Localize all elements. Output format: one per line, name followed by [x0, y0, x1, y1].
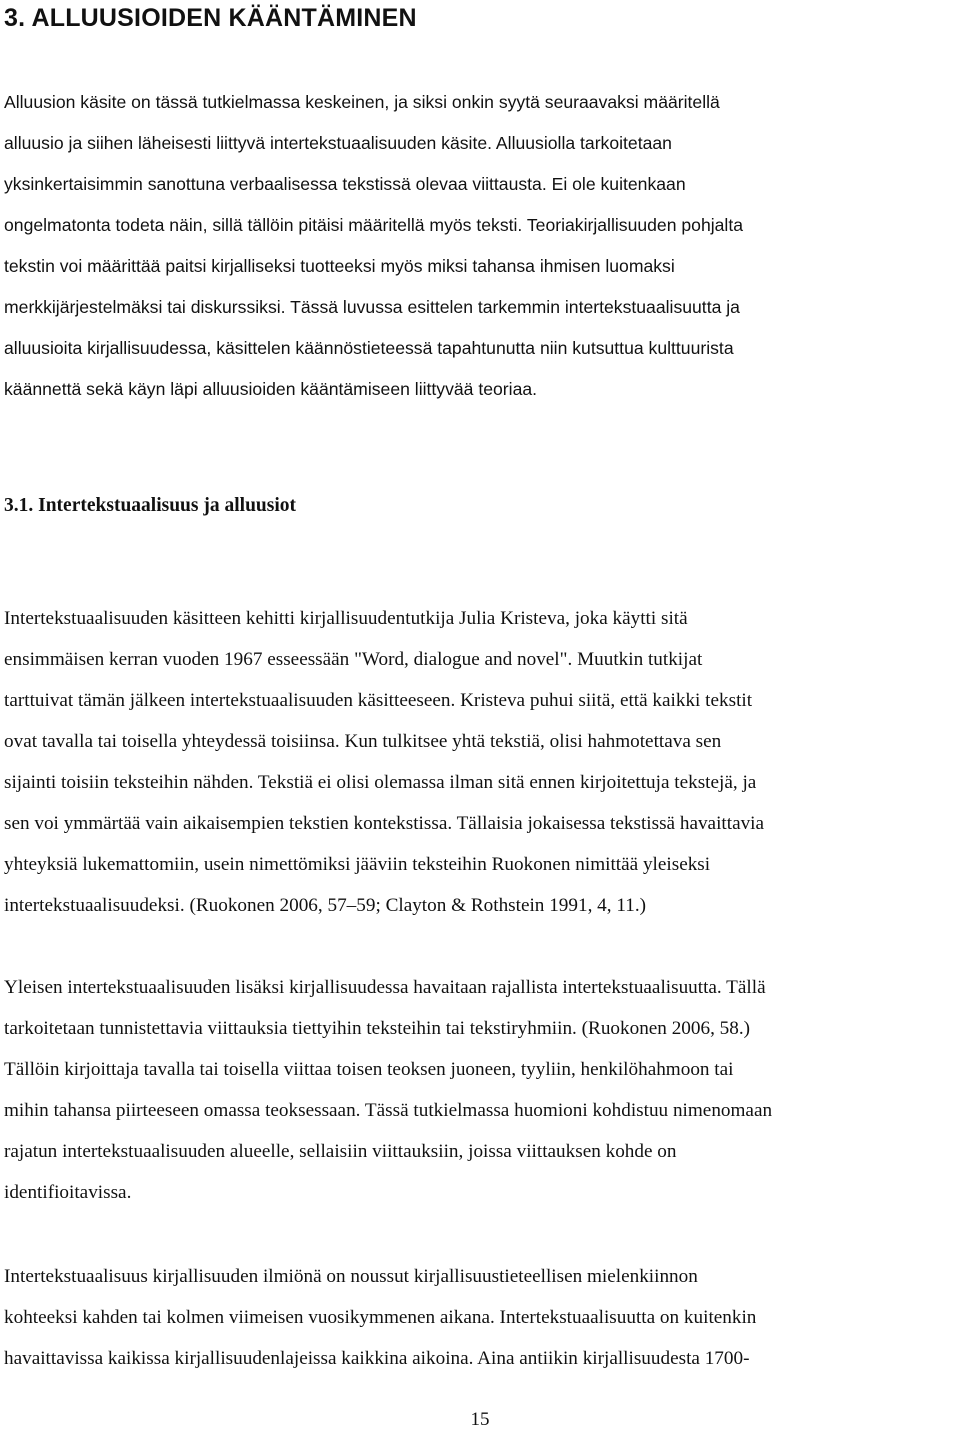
intro-line: ongelmatonta todeta näin, sillä tällöin pitäisi määritellä myös teksti. Teoriakirjallisuuden pohjalta [4, 215, 744, 235]
body-line: tarkoitetaan tunnistettavia viittauksia tiettyihin teksteihin tai tekstiryhmiin. (Ruokonen 2006, 58.) [4, 1018, 751, 1039]
body-line: Intertekstuaalisuuden käsitteen kehitti kirjallisuudentutkija Julia Kristeva, joka käytti sitä [4, 608, 688, 629]
body-paragraph-3 [4, 1256, 956, 1379]
intro-line: tekstin voi määrittää paitsi kirjalliseksi tuotteeksi myös miksi tahansa ihmisen luomaksi [4, 256, 675, 276]
body-line: ovat tavalla tai toisella yhteydessä toisiinsa. Kun tulkitsee yhtä tekstiä, olisi hahmotettava sen [4, 731, 722, 752]
body-line: intertekstuaalisuudeksi. (Ruokonen 2006, 57–59; Clayton & Rothstein 1991, 4, 11.) [4, 895, 647, 916]
intro-line: Alluusion käsite on tässä tutkielmassa keskeinen, ja siksi onkin syytä seuraavaksi määritellä [4, 92, 720, 112]
body-paragraph-2 [4, 967, 956, 1213]
body-line: tarttuivat tämän jälkeen intertekstuaalisuuden käsitteeseen. Kristeva puhui siitä, että kaikki tekstit [4, 690, 753, 711]
chapter-title: 3. ALLUUSIOIDEN KÄÄNTÄMINEN [4, 4, 417, 32]
intro-line: yksinkertaisimmin sanottuna verbaalisessa tekstissä olevaa viittausta. Ei ole kuitenkaan [4, 174, 686, 194]
body-line: sijainti toisiin teksteihin nähden. Tekstiä ei olisi olemassa ilman sitä ennen kirjoitettuja tekstejä, ja [4, 772, 757, 793]
intro-line: käännettä sekä käyn läpi alluusioiden kääntämiseen liittyvää teoriaa. [4, 379, 538, 399]
body-line: mihin tahansa piirteeseen omassa teoksessaan. Tässä tutkielmassa huomioni kohdistuu nimenomaan [4, 1100, 773, 1121]
body-line: Intertekstuaalisuus kirjallisuuden ilmiönä on noussut kirjallisuustieteellisen mielenkiinnon [4, 1266, 698, 1287]
intro-line: alluusioita kirjallisuudessa, käsittelen käännöstieteessä tapahtunutta niin kutsuttua kulttuurista [4, 338, 734, 358]
body-line: kohteeksi kahden tai kolmen viimeisen vuosikymmenen aikana. Intertekstuaalisuutta on kuitenkin [4, 1307, 757, 1328]
body-line: rajatun intertekstuaalisuuden alueelle, sellaisiin viittauksiin, joissa viittauksen kohde on [4, 1141, 677, 1162]
body-line: havaittavissa kaikissa kirjallisuudenlajeissa kaikkina aikoina. Aina antiikin kirjallisuudesta 1700- [4, 1348, 750, 1369]
intro-line: alluusio ja siihen läheisesti liittyvä intertekstuaalisuuden käsite. Alluusiolla tarkoitetaan [4, 133, 672, 153]
body-paragraph-1 [4, 598, 956, 926]
body-line: yhteyksiä lukemattomiin, usein nimettömiksi jääviin teksteihin Ruokonen nimittää yleiseksi [4, 854, 711, 875]
body-line: ensimmäisen kerran vuoden 1967 esseessään "Word, dialogue and novel". Muutkin tutkijat [4, 649, 703, 670]
body-line: Yleisen intertekstuaalisuuden lisäksi kirjallisuudessa havaitaan rajallista intertekstuaalisuutta. Tällä [4, 977, 766, 998]
intro-paragraph [4, 82, 956, 410]
intro-line: merkkijärjestelmäksi tai diskurssiksi. Tässä luvussa esittelen tarkemmin intertekstuaalisuutta ja [4, 297, 740, 317]
page-number: 15 [470, 1409, 490, 1430]
section-title: 3.1. Intertekstuaalisuus ja alluusiot [4, 495, 297, 516]
body-line: identifioitavissa. [4, 1182, 132, 1203]
body-line: sen voi ymmärtää vain aikaisempien tekstien kontekstissa. Tällaisia jokaisessa tekstissä havaittavia [4, 813, 765, 834]
body-line: Tällöin kirjoittaja tavalla tai toisella viittaa toisen teoksen juoneen, tyyliin, henkilöhahmoon tai [4, 1059, 734, 1080]
